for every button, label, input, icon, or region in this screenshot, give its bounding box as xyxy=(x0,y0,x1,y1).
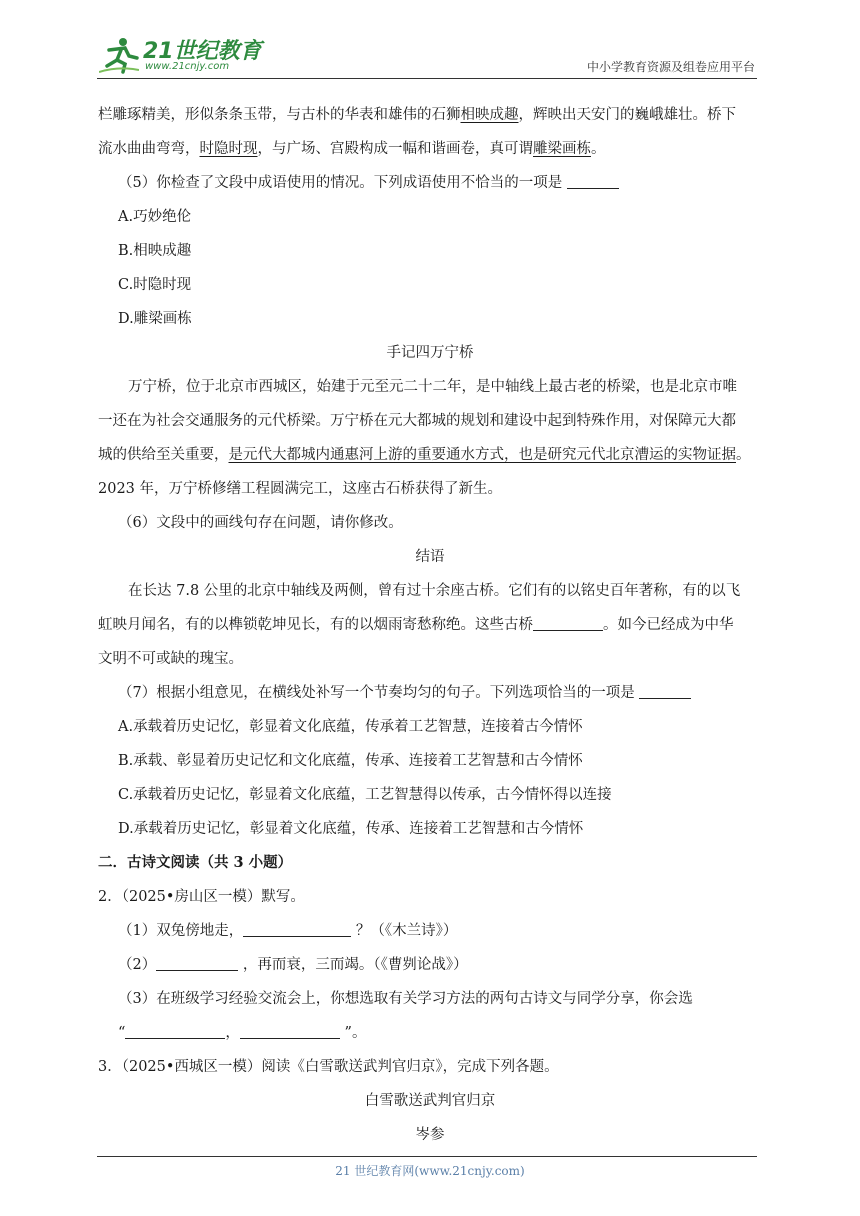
fill-blank[interactable] xyxy=(533,612,603,631)
underlined-idiom: 时隐时现 xyxy=(199,141,258,157)
question-2-1: （1）双兔傍地走， ？（《木兰诗》） xyxy=(98,914,762,948)
section-heading: 二．古诗文阅读（共 3 小题） xyxy=(98,854,293,871)
poem-title: 白雪歌送武判官归京 xyxy=(364,1093,496,1109)
question-6: （6）文段中的画线句存在问题，请你修改。 xyxy=(118,515,403,531)
question-2-2: （2） ，再而衰，三而竭。（《曹刿论战》） xyxy=(98,948,762,982)
underlined-sentence: 是元代大都城内通惠河上游的重要通水方式，也是研究元代北京漕运的实物证据 xyxy=(228,447,736,463)
platform-title: 中小学教育资源及组卷应用平台 xyxy=(586,60,755,74)
answer-blank[interactable] xyxy=(639,680,691,699)
option-a[interactable]: A.巧妙绝伦 xyxy=(118,209,192,225)
option-d[interactable]: D.雕梁画栋 xyxy=(118,311,192,327)
underlined-idiom: 相映成趣 xyxy=(460,107,519,123)
question-2-3: （3）在班级学习经验交流会上，你想选取有关学习方法的两句古诗文与同学分享，你会选 xyxy=(118,991,693,1007)
paragraph-line: 在长达 7.8 公里的北京中轴线及两侧，曾有过十余座古桥。它们有的以铭史百年著称，有的以飞 xyxy=(128,583,741,599)
fill-blank[interactable] xyxy=(125,1020,225,1039)
fill-blank[interactable] xyxy=(240,1020,340,1039)
option-a[interactable]: A.承载着历史记忆，彰显着文化底蕴，传承着工艺智慧，连接着古今情怀 xyxy=(118,719,583,735)
question-7: （7）根据小组意见，在横线处补写一个节奏均匀的句子。下列选项恰当的一项是 xyxy=(98,676,762,710)
fill-blank[interactable] xyxy=(156,952,238,971)
underlined-idiom: 雕梁画栋 xyxy=(533,141,591,157)
poem-author: 岑参 xyxy=(415,1127,445,1143)
option-b[interactable]: B.相映成趣 xyxy=(118,243,192,259)
answer-blank[interactable] xyxy=(567,170,619,189)
site-logo[interactable] xyxy=(97,32,267,76)
runner-logo-icon xyxy=(99,36,139,74)
question-2-3-answer: “ ， ”。 xyxy=(98,1016,762,1050)
question-2: 2．（2025•房山区一模）默写。 xyxy=(98,889,305,905)
logo-url: www.21cnjy.com xyxy=(145,61,230,72)
paragraph-line: 虹映月闻名，有的以榫锁乾坤见长，有的以烟雨寄愁称绝。这些古桥 。如今已经成为中华 xyxy=(98,608,762,642)
paragraph-line: 一还在为社会交通服务的元代桥梁。万宁桥在元大都城的规划和建设中起到特殊作用，对保障元大都 xyxy=(98,413,736,429)
paragraph-line: 2023 年，万宁桥修缮工程圆满完工，这座古石桥获得了新生。 xyxy=(98,481,503,497)
document-body xyxy=(98,98,762,1152)
footer-divider xyxy=(97,1156,757,1157)
page-header xyxy=(97,30,757,79)
question-3: 3．（2025•西城区一模）阅读《白雪歌送武判官归京》，完成下列各题。 xyxy=(98,1059,559,1075)
fill-blank[interactable] xyxy=(243,918,351,937)
note-4-title: 手记四万宁桥 xyxy=(386,345,474,361)
paragraph-line: 栏雕琢精美，形似条条玉带，与古朴的华表和雄伟的石狮相映成趣，辉映出天安门的巍峨雄壮。桥下 xyxy=(98,107,736,123)
paragraph-line: 流水曲曲弯弯，时隐时现，与广场、宫殿构成一幅和谐画卷，真可谓雕梁画栋。 xyxy=(98,141,606,157)
paragraph-line: 文明不可或缺的瑰宝。 xyxy=(98,651,243,667)
logo-text: 21世纪教育 xyxy=(143,39,262,64)
option-c[interactable]: C.承载着历史记忆，彰显着文化底蕴，工艺智慧得以传承，古今情怀得以连接 xyxy=(118,787,612,803)
option-b[interactable]: B.承载、彰显着历史记忆和文化底蕴，传承、连接着工艺智慧和古今情怀 xyxy=(118,753,583,769)
question-5: （5）你检查了文段中成语使用的情况。下列成语使用不恰当的一项是 xyxy=(98,166,762,200)
paragraph-line: 万宁桥，位于北京市西城区，始建于元至元二十二年，是中轴线上最古老的桥梁，也是北京市唯 xyxy=(128,379,737,395)
option-c[interactable]: C.时隐时现 xyxy=(118,277,192,293)
option-d[interactable]: D.承载着历史记忆，彰显着文化底蕴，传承、连接着工艺智慧和古今情怀 xyxy=(118,821,584,837)
page-footer[interactable]: 21 世纪教育网(www.21cnjy.com) xyxy=(335,1164,525,1178)
paragraph-line: 城的供给至关重要，是元代大都城内通惠河上游的重要通水方式，也是研究元代北京漕运的实物证据。 xyxy=(98,447,751,463)
conclusion-title: 结语 xyxy=(415,549,445,565)
